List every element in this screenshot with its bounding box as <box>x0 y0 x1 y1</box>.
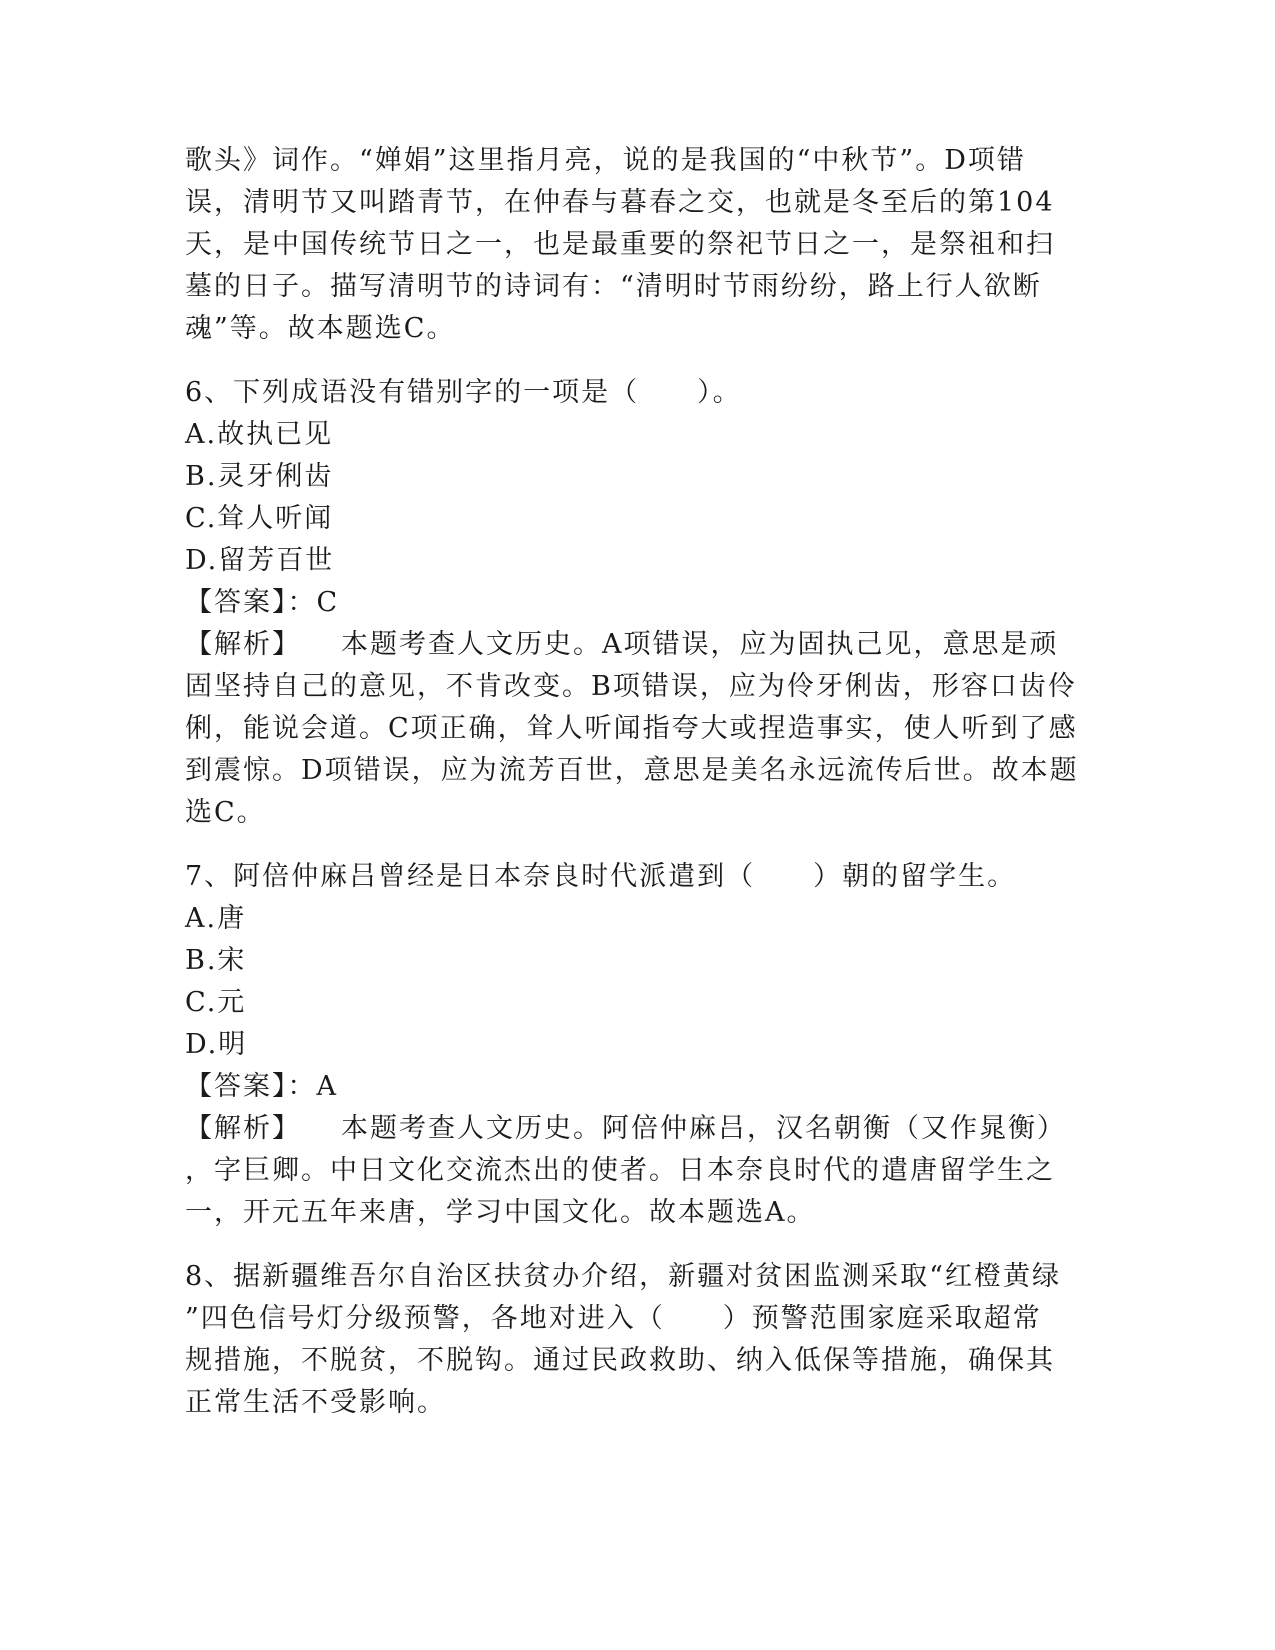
text-line: 误，清明节又叫踏青节，在仲春与暮春之交，也就是冬至后的第104 <box>185 187 1055 218</box>
analysis-text: 固坚持自己的意见，不肯改变。B项错误，应为伶牙俐齿，形容口齿伶 <box>185 671 1077 702</box>
answer-line <box>185 582 1085 624</box>
analysis-text: 选C。 <box>185 797 266 828</box>
option-b: B.宋 <box>185 945 247 976</box>
analysis-text: 本题考查人文历史。阿倍仲麻吕，汉名朝衡（又作晁衡） <box>341 1113 1066 1144</box>
answer-value: C <box>316 587 340 618</box>
question-block-6 <box>185 372 1085 834</box>
answer-line <box>185 1066 1085 1108</box>
answer-value: A <box>316 1071 338 1102</box>
analysis-line <box>185 624 1085 666</box>
analysis-label: 【解析】 <box>185 629 301 660</box>
previous-explanation <box>185 140 1085 350</box>
question-text: 正常生活不受影响。 <box>185 1387 446 1418</box>
option-a: A.故执已见 <box>185 419 334 450</box>
question-text: 8、据新疆维吾尔自治区扶贫办介绍，新疆对贫困监测采取“红橙黄绿 <box>185 1261 1061 1292</box>
option-b: B.灵牙俐齿 <box>185 461 334 492</box>
analysis-text: 俐，能说会道。C项正确，耸人听闻指夸大或捏造事实，使人听到了感 <box>185 713 1078 744</box>
option-d: D.明 <box>185 1029 248 1060</box>
text-line: 墓的日子。描写清明节的诗词有：“清明时节雨纷纷，路上行人欲断 <box>185 271 1042 302</box>
spacer <box>185 350 1085 372</box>
option-a: A.唐 <box>185 903 247 934</box>
question-text: 7、阿倍仲麻吕曾经是日本奈良时代派遣到（ ）朝的留学生。 <box>185 861 1017 892</box>
spacer <box>185 834 1085 856</box>
analysis-text: 一，开元五年来唐，学习中国文化。故本题选A。 <box>185 1197 816 1228</box>
option-d: D.留芳百世 <box>185 545 335 576</box>
analysis-line <box>185 1108 1085 1150</box>
question-block-8 <box>185 1256 1085 1424</box>
answer-label: 【答案】： <box>185 1071 317 1102</box>
analysis-text: 到震惊。D项错误，应为流芳百世，意思是美名永远流传后世。故本题 <box>185 755 1079 786</box>
option-c: C.耸人听闻 <box>185 503 334 534</box>
analysis-text: 本题考查人文历史。A项错误，应为固执己见，意思是顽 <box>341 629 1059 660</box>
question-text: ”四色信号灯分级预警，各地对进入（ ）预警范围家庭采取超常 <box>185 1303 1042 1334</box>
spacer <box>185 1234 1085 1256</box>
option-c: C.元 <box>185 987 247 1018</box>
text-line: 魂”等。故本题选C。 <box>185 313 456 344</box>
question-text: 规措施，不脱贫，不脱钩。通过民政救助、纳入低保等措施，确保其 <box>185 1345 1055 1376</box>
analysis-label: 【解析】 <box>185 1113 301 1144</box>
analysis-text: ，字巨卿。中日文化交流杰出的使者。日本奈良时代的遣唐留学生之 <box>185 1155 1055 1186</box>
answer-label: 【答案】： <box>185 587 317 618</box>
document-page <box>185 140 1085 1424</box>
question-block-7 <box>185 856 1085 1234</box>
text-line: 天，是中国传统节日之一，也是最重要的祭祀节日之一，是祭祖和扫 <box>185 229 1055 260</box>
question-text: 6、下列成语没有错别字的一项是（ ）。 <box>185 377 742 408</box>
text-line: 歌头》词作。“婵娟”这里指月亮，说的是我国的“中秋节”。D项错 <box>185 145 1026 176</box>
